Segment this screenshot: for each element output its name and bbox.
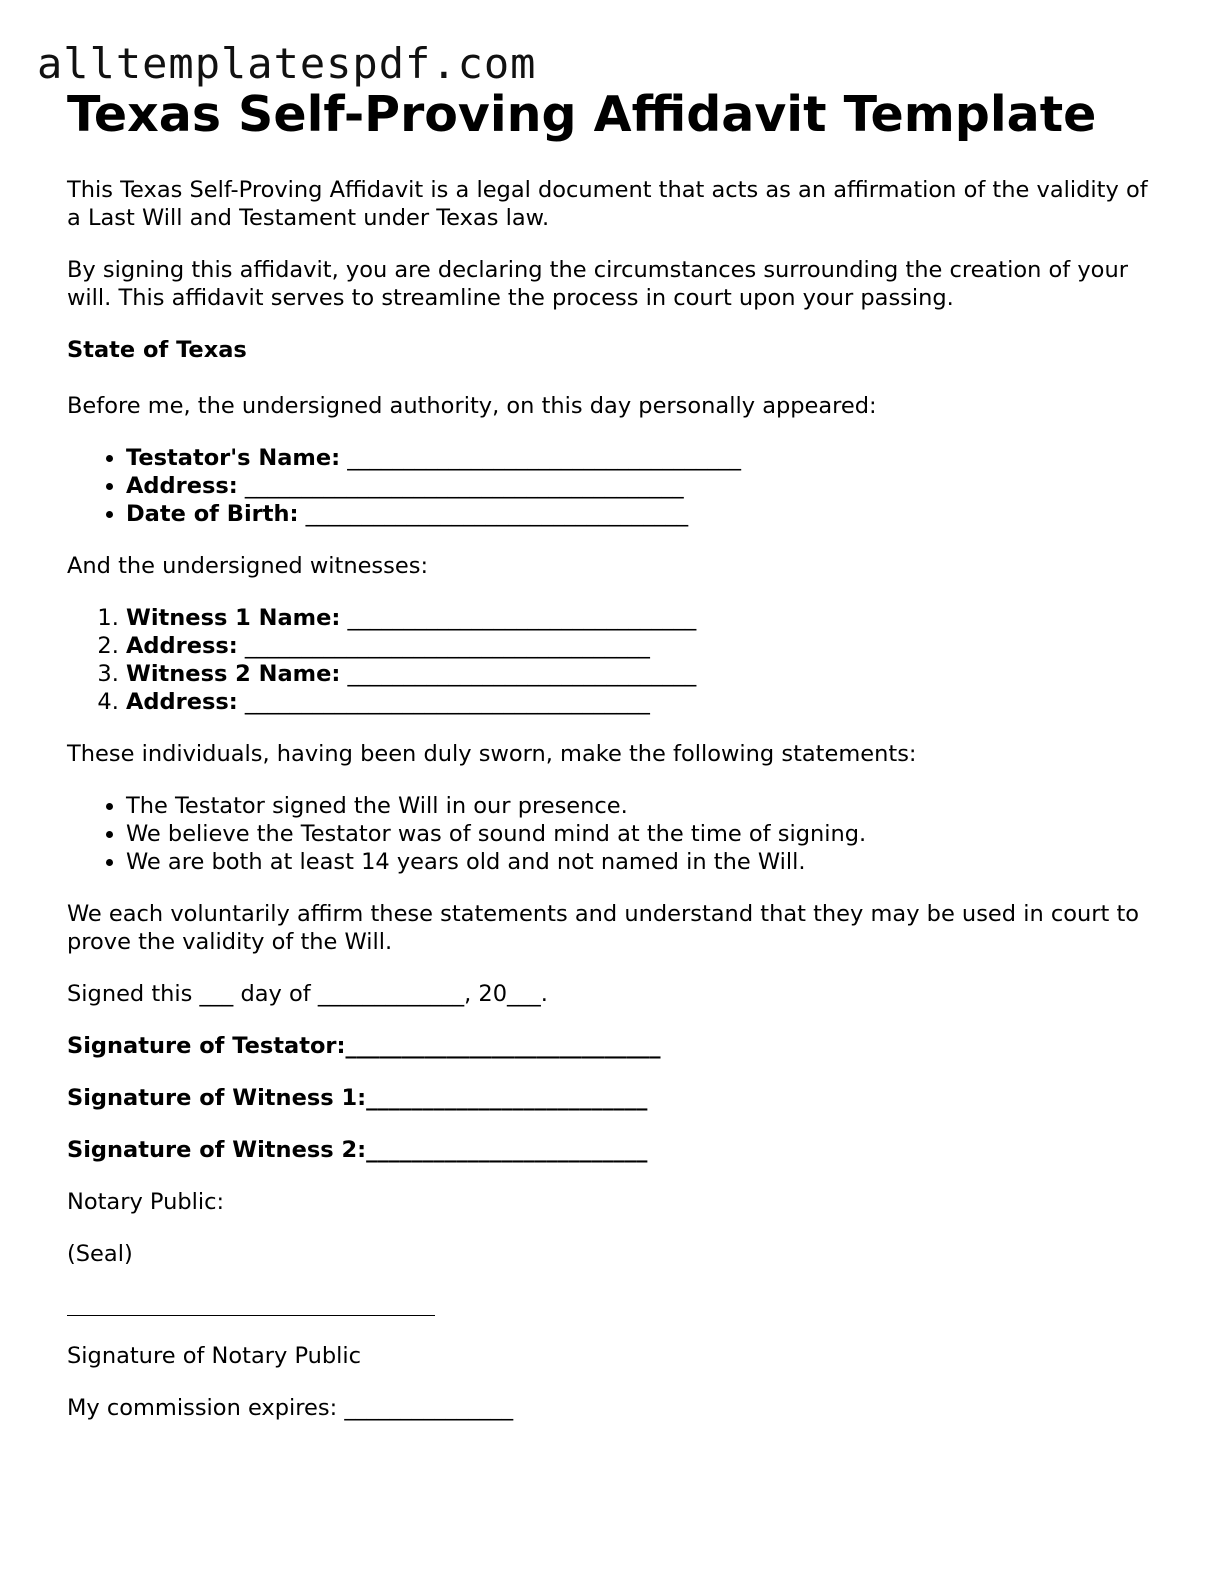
notary-signature-blank[interactable] [67,1292,435,1320]
notary-signature-label: Signature of Notary Public [67,1343,362,1369]
testator-address-field[interactable] [126,472,1157,500]
witness-1-name-field[interactable] [126,604,1157,632]
statement-item: • We are both at least 14 years old and not named in the Will. [126,848,1157,876]
field-blank: ___________________________________ [340,445,741,471]
field-label: Address: [126,689,238,715]
testator-name-field[interactable] [126,444,1157,472]
field-label: Address: [126,473,238,499]
field-blank: ____________________________________ [237,633,650,659]
field-blank: ____________________________________ [237,689,650,715]
notary-public-label: Notary Public: [67,1189,225,1215]
testator-dob-field[interactable] [126,500,1157,528]
affirmation-paragraph: We each voluntarily affirm these statements and understand that they may be used in court to prove the validity of the Will. [67,901,1140,955]
field-label: Address: [126,633,238,659]
state-heading: State of Texas [67,337,247,363]
intro-paragraph-1: This Texas Self-Proving Affidavit is a legal document that acts as an affirmation of the validity of a Last Will and Testament under Texas law. [67,177,1148,231]
field-label: Witness 1 Name: [126,605,341,631]
signature-rule [67,1315,435,1316]
witness-2-name-field[interactable] [126,660,1157,688]
statements-list [67,792,1157,876]
field-blank: _______________________________________ [237,473,684,499]
page-title: Texas Self-Proving Affidavit Template [67,86,1097,143]
witness-2-address-field[interactable] [126,688,1157,716]
testator-fields-list [67,444,1157,528]
statement-item: • We believe the Testator was of sound mind at the time of signing. [126,820,1157,848]
field-label: Testator's Name: [126,445,341,471]
witness-fields-list [67,604,1157,716]
field-blank: _______________________________ [340,661,697,687]
field-label: Witness 2 Name: [126,661,341,687]
seal-label: (Seal) [67,1241,133,1267]
witness-1-address-field[interactable] [126,632,1157,660]
field-blank: _______________________________ [340,605,697,631]
intro-paragraph-2: By signing this affidavit, you are declaring the circumstances surrounding the creation of your will. This affidavit serves to streamline the process in court upon your passing. [67,257,1128,311]
statement-item: • The Testator signed the Will in our presence. [126,792,1157,820]
field-label: Date of Birth: [126,501,299,527]
witness-2-signature-line[interactable]: Signature of Witness 2:_________________________ [67,1137,648,1163]
testator-signature-line[interactable]: Signature of Testator:____________________________ [67,1033,661,1059]
affidavit-document [67,88,1157,1422]
witness-1-signature-line[interactable]: Signature of Witness 1:_________________________ [67,1085,648,1111]
watermark-text: alltemplatespdf.com [37,39,537,88]
witnesses-intro-text: And the undersigned witnesses: [67,553,429,579]
signed-date-line[interactable]: Signed this ___ day of _____________, 20___. [67,981,548,1007]
field-blank: __________________________________ [298,501,689,527]
before-me-text: Before me, the undersigned authority, on this day personally appeared: [67,393,877,419]
commission-expires-line[interactable]: My commission expires: _______________ [67,1395,514,1421]
sworn-statement-intro: These individuals, having been duly sworn, make the following statements: [67,741,917,767]
